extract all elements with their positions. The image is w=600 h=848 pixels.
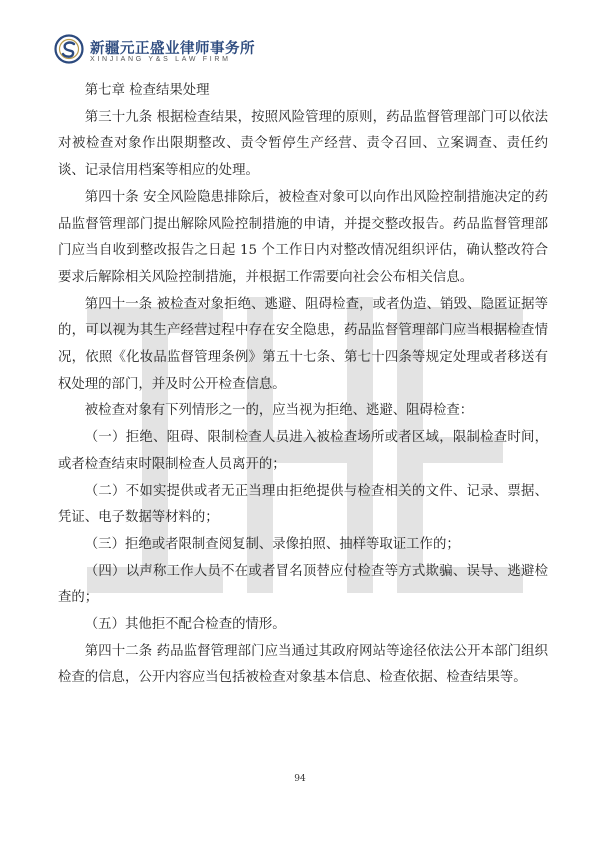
document-body	[58, 78, 548, 692]
article-42: 第四十二条 药品监督管理部门应当通过其政府网站等途径依法公开本部门组织检查的信息，公开内容应当包括被检查对象基本信息、检查依据、检查结果等。	[58, 643, 548, 686]
article-39: 第三十九条 根据检查结果，按照风险管理的原则，药品监督管理部门可以依法对被检查对象作出限期整改、责令暂停生产经营、责令召回、立案调查、责任约谈、记录信用档案等相应的处理。	[58, 109, 548, 179]
list-intro: 被检查对象有下列情形之一的，应当视为拒绝、逃避、阻碍检查：	[84, 403, 474, 419]
list-item: （一）拒绝、阻碍、限制检查人员进入被检查场所或者区域，限制检查时间，或者检查结束时限制检查人员离开的；	[58, 430, 548, 472]
page-number: 94	[294, 774, 306, 784]
list-item: （三）拒绝或者限制查阅复制、录像拍照、抽样等取证工作的；	[84, 536, 460, 552]
firm-logo-icon	[54, 34, 84, 64]
list-item: （四）以声称工作人员不在或者冒名顶替应付检查等方式欺骗、误导、逃避检查的；	[58, 563, 548, 606]
list-item: （五）其他拒不配合检查的情形。	[84, 617, 286, 633]
firm-name-en: XINJIANG Y&S LAW FIRM	[90, 56, 231, 63]
chapter-heading: 第七章 检查结果处理	[84, 83, 210, 98]
letterhead	[54, 34, 314, 70]
list-item: （二）不如实提供或者无正当理由拒绝提供与检查相关的文件、记录、票据、凭证、电子数据等材料的；	[58, 483, 548, 526]
article-40: 第四十条 安全风险隐患排除后，被检查对象可以向作出风险控制措施决定的药品监督管理部门提出解除风险控制措施的申请，并提交整改报告。药品监督管理部门应当自收到整改报告之日起 15 个工作日内对整改情况组织评估，确认整改符合要求后解除相关风险控制措施，并根据工作需要向社会公布相关信息。	[58, 189, 548, 285]
article-41: 第四十一条 被检查对象拒绝、逃避、阻碍检查，或者伪造、销毁、隐匿证据等的，可以视为其生产经营过程中存在安全隐患，药品监督管理部门应当根据检查情况，依照《化妆品监督管理条例》第五十七条、第七十四条等规定处理或者移送有权处理的部门，并及时公开检查信息。	[58, 296, 548, 392]
firm-name-cn: 新疆元正盛业律师事务所	[90, 41, 255, 57]
